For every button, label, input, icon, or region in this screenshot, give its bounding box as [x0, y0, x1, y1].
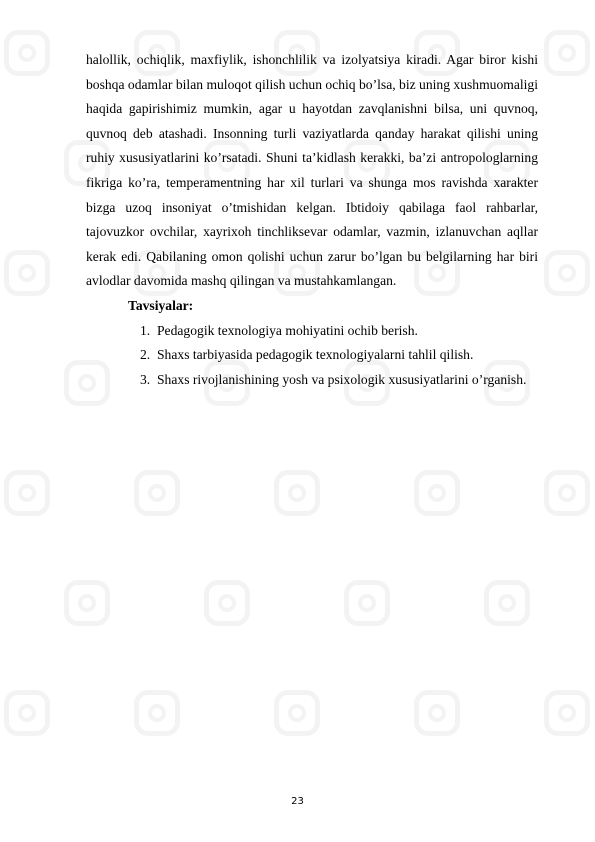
recommendations-heading: Tavsiyalar:: [128, 297, 194, 313]
body-paragraph: halollik, ochiqlik, maxfiylik, ishonchlilik va izolyatsiya kiradi. Agar biror kishi boshqa odamlar bilan muloqot qilish uchun ochiq bo’lsa, biz uning xushmuomaligi haqida gapirishimiz mumkin, agar u hayotdan zavqlanishni bilsa, uni quvnoq, quvnoq deb atashadi. Insonning turli vaziyatlarda qanday harakat qilishi uning ruhiy xususiyatlarini ko’rsatadi. Shuni ta’kidlash kerakki, ba’zi antropologlarning fikriga ko’ra, temperamentning har xil turlari va shunga mos ravishda xarakter bizga uzoq insoniyat o’tmishidan kelgan. Ibtidoiy qabilaga faol rahbarlar, tajovuzkor ovchilar, xayrixoh tinchliksevar odamlar, vazmin, izlanuvchan aqllar kerak edi. Qabilaning omon qolishi uchun zarur bo’lgan bu belgilarning har biri avlodlar davomida mashq qilingan va mustahkamlangan.: [86, 52, 538, 289]
list-item-number: 2.: [140, 347, 151, 363]
list-item-text: Shaxs tarbiyasida pedagogik texnologiyalarni tahlil qilish.: [157, 347, 474, 363]
list-item-text: Pedagogik texnologiya mohiyatini ochib berish.: [157, 322, 418, 338]
body-text: [86, 48, 538, 392]
page-number: 23: [291, 796, 304, 807]
list-item: [140, 343, 538, 368]
list-item: [140, 319, 538, 344]
recommendations-list: [86, 319, 538, 393]
list-item-number: 1.: [140, 322, 151, 338]
list-item-text: Shaxs rivojlanishining yosh va psixologik xususiyatlarini o’rganish.: [157, 371, 527, 387]
list-item: [140, 368, 538, 393]
list-item-number: 3.: [140, 371, 151, 387]
